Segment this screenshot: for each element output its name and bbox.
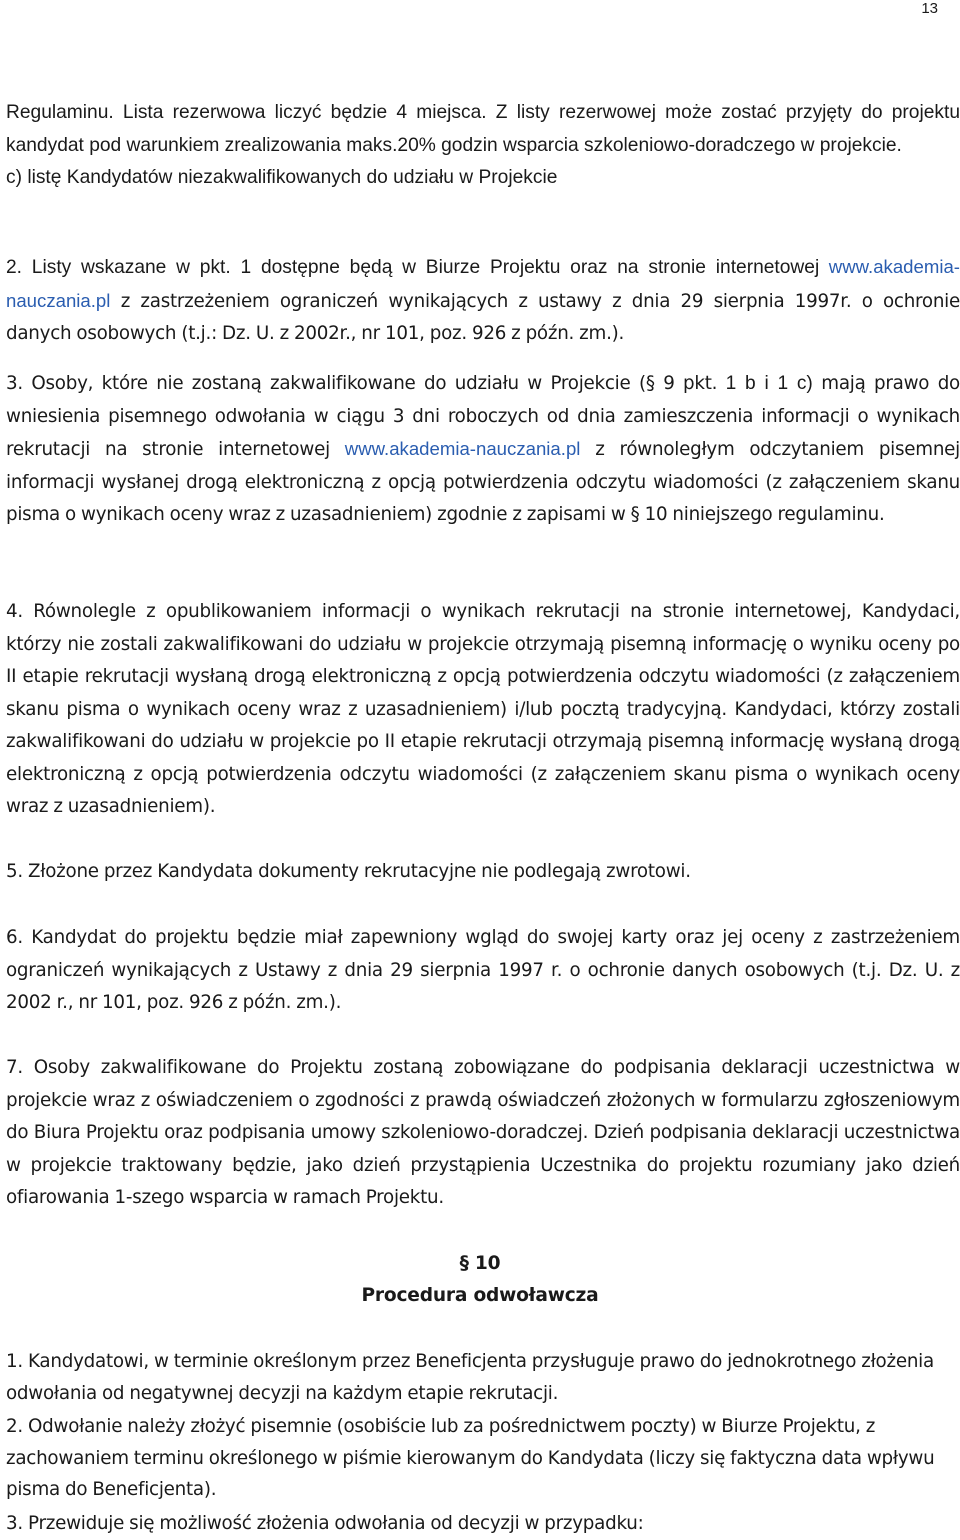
paragraph-2-intro: 2. Listy wskazane w pkt. 1 dostępne będą w Biurze Projektu oraz na stronie internetowej (6, 257, 820, 278)
paragraph-3-part-c: mają prawo do wniesienia pisemnego odwołania w ciągu 3 dni roboczych od dnia zamieszczenia informacji o wynikach rekrutacji na stronie internetowej (6, 373, 960, 460)
paragraph-5: 5. Złożone przez Kandydata dokumenty rekrutacyjne nie podlegają zwrotowi. (6, 861, 691, 882)
paragraph-3-part-b: 1 b i 1 c) (725, 373, 813, 394)
paragraph-4: 4. Równolegle z opublikowaniem informacji o wynikach rekrutacji na stronie internetowej, Kandydaci, którzy nie zostali zakwalifikowani do udziału w projekcie otrzymają pisemną informację o wyniku oceny po II etapie rekrutacji wysłaną drogą elektroniczną z opcją potwierdzenia odczytu wiadomości (z załączeniem skanu pisma o wynikach oceny wraz z uzasadnieniem) i/lub pocztą tradycyjną. Kandydaci, którzy zostali zakwalifikowani do udziału w projekcie po II etapie rekrutacji otrzymają pisemną informację wysłaną drogą elektroniczną z opcją potwierdzenia odczytu wiadomości (z załączeniem skanu pisma o wynikach oceny wraz z uzasadnieniem). (6, 601, 960, 817)
paragraph-2 (6, 251, 960, 351)
paragraph-3-part-a: 3. Osoby, które nie zostaną zakwalifikowane do udziału w Projekcie (§ 9 pkt. (6, 373, 726, 394)
appeal-paragraph-3: 3. Przewiduje się możliwość złożenia odwołania od decyzji w przypadku: (6, 1513, 644, 1534)
paragraph-2-rest: z zastrzeżeniem ograniczeń wynikających z ustawy z dnia 29 sierpnia 1997r. o ochronie danych osobowych (t.j.: Dz. U. z 2002r., nr 101, poz. 926 z późn. zm.). (6, 290, 960, 344)
appeal-paragraph-1: 1. Kandydatowi, w terminie określonym przez Beneficjenta przysługuje prawo do jednokrotnego złożenia odwołania od negatywnej decyzji na każdym etapie rekrutacji. (6, 1351, 934, 1404)
paragraph-7: 7. Osoby zakwalifikowane do Projektu zostaną zobowiązane do podpisania deklaracji uczestnictwa w projekcie wraz z oświadczeniem o zgodności z prawdą oświadczeń złożonych w formularzu zgłoszeniowym do Biura Projektu oraz podpisania umowy szkoleniowo-doradczej. Dzień podpisania deklaracji uczestnictwa w projekcie traktowany będzie, jako dzień przystąpienia Uczestnika do projektu rozumiany jako dzień ofiarowania 1-szego wsparcia w ramach Projektu. (6, 1057, 960, 1208)
paragraph-reserve-list (6, 97, 960, 195)
list-item-c: c) listę Kandydatów niezakwalifikowanych do udziału w Projekcie (6, 167, 558, 188)
paragraph-6: 6. Kandydat do projektu będzie miał zapewniony wgląd do swojej karty oraz jej oceny z zastrzeżeniem ograniczeń wynikających z Ustawy z dnia 29 sierpnia 1997 r. o ochronie danych osobowych (t.j. Dz. U. z 2002 r., nr 101, poz. 926 z późn. zm.). (6, 927, 960, 1013)
paragraph-3-part-d: z równoległym odczytaniem pisemnej informacji wysłanej drogą elektroniczną z opcją potwierdzenia odczytu wiadomości (z załączeniem skanu pisma o wynikach oceny wraz z uzasadnieniem) zgodnie z zapisami w § 10 niniejszego regulaminu. (6, 439, 960, 525)
paragraph-3 (6, 368, 960, 532)
page-number: 13 (921, 0, 938, 17)
website-link[interactable]: www.akademia-nauczania.pl (6, 256, 960, 311)
section-number: § 10 (459, 1253, 501, 1274)
reserve-list-text: Regulaminu. Lista rezerwowa liczyć będzie 4 miejsca. Z listy rezerwowej może zostać przyjęty do projektu kandydat pod warunkiem zrealizowania maks.20% godzin wsparcia szkoleniowo-doradczego w projekcie. (6, 102, 960, 156)
appeal-paragraph-2: 2. Odwołanie należy złożyć pisemnie (osobiście lub za pośrednictwem poczty) w Biurze Projektu, z zachowaniem terminu określonego w piśmie kierowanym do Kandydata (liczy się faktyczna data wpływu pisma do Beneficjenta). (6, 1416, 935, 1500)
website-link[interactable]: www.akademia-nauczania.pl (344, 438, 581, 459)
section-title: Procedura odwoławcza (361, 1285, 599, 1306)
